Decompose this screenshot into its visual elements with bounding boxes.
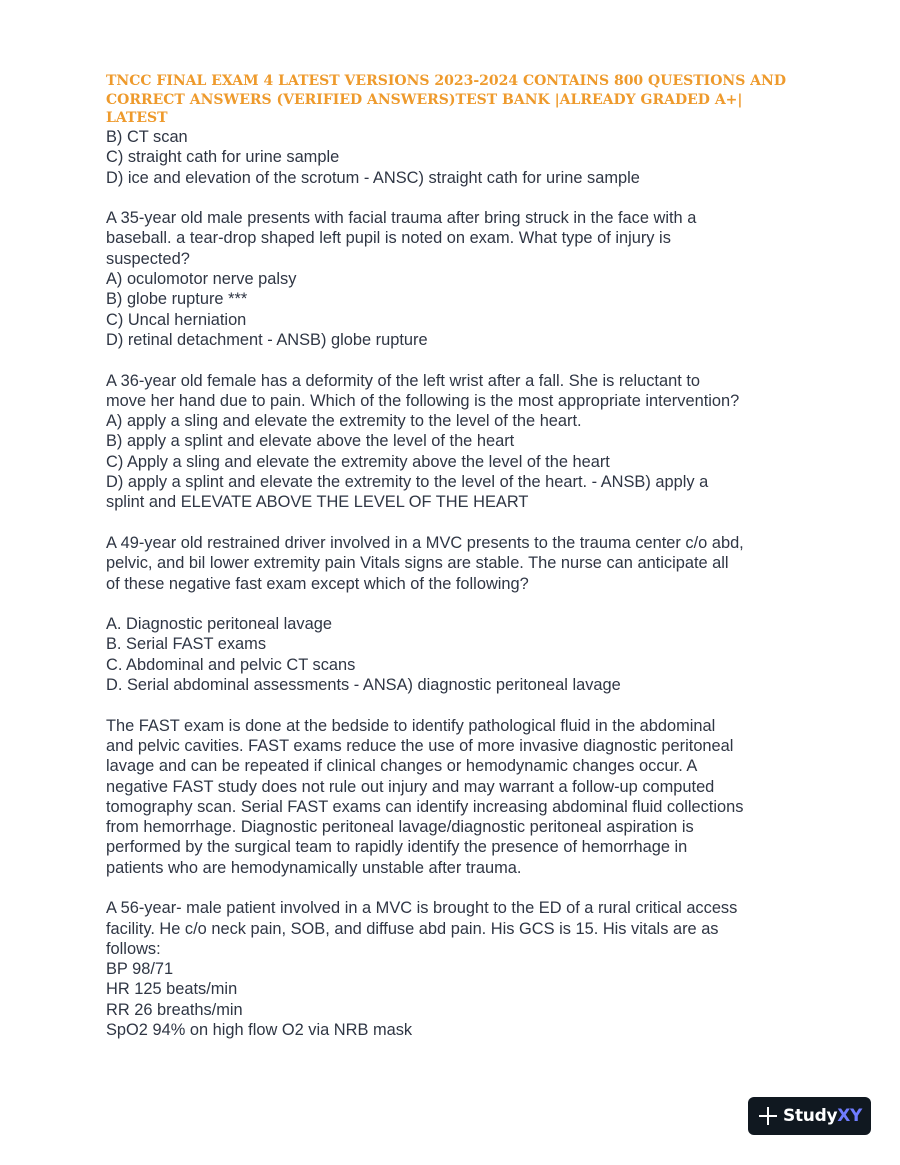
text-line: HR 125 beats/min: [106, 980, 238, 999]
blank-line: [106, 594, 806, 614]
text-line: from hemorrhage. Diagnostic peritoneal lavage/diagnostic peritoneal aspiration is: [106, 818, 694, 837]
text-line: follows:: [106, 939, 161, 958]
text-line: C) straight cath for urine sample: [106, 148, 340, 167]
text-line: SpO2 94% on high flow O2 via NRB mask: [106, 1021, 413, 1040]
studyxy-badge[interactable]: [748, 1097, 871, 1135]
text-line: A) apply a sling and elevate the extremity to the level of the heart.: [106, 412, 582, 431]
text-line: tomography scan. Serial FAST exams can identify increasing abdominal fluid collections: [106, 797, 744, 816]
text-line: performed by the surgical team to rapidly identify the presence of hemorrhage in: [106, 838, 688, 857]
text-line: RR 26 breaths/min: [106, 1000, 243, 1019]
text-line: D. Serial abdominal assessments - ANSA) diagnostic peritoneal lavage: [106, 676, 621, 695]
text-line: A 56-year- male patient involved in a MVC is brought to the ED of a rural critical access: [106, 899, 738, 918]
text-line: pelvic, and bil lower extremity pain Vitals signs are stable. The nurse can anticipate all: [106, 554, 729, 573]
text-line: B) CT scan: [106, 128, 188, 146]
document-header: [106, 72, 806, 128]
blank-line: [106, 695, 806, 715]
badge-label-main: Study: [783, 1106, 838, 1126]
text-line: suspected?: [106, 249, 190, 268]
blank-line: [106, 188, 806, 208]
header-line: CORRECT ANSWERS (VERIFIED ANSWERS)TEST BANK |ALREADY GRADED A+|: [106, 91, 743, 108]
text-line: B) apply a splint and elevate above the level of the heart: [106, 432, 515, 451]
text-line: splint and ELEVATE ABOVE THE LEVEL OF THE HEART: [106, 493, 529, 512]
text-line: baseball. a tear-drop shaped left pupil is noted on exam. What type of injury is: [106, 229, 671, 248]
text-line: A 36-year old female has a deformity of the left wrist after a fall. She is reluctant to: [106, 371, 700, 390]
blank-line: [106, 513, 806, 533]
document-body: [106, 127, 806, 1040]
text-line: B) globe rupture ***: [106, 290, 248, 309]
text-line: D) ice and elevation of the scrotum - ANSC) straight cath for urine sample: [106, 168, 640, 187]
text-line: of these negative fast exam except which of the following?: [106, 574, 529, 593]
text-line: A 35-year old male presents with facial trauma after bring struck in the face with a: [106, 209, 697, 228]
text-line: The FAST exam is done at the bedside to identify pathological fluid in the abdominal: [106, 716, 716, 735]
plus-cross-icon: [758, 1106, 778, 1126]
text-line: B. Serial FAST exams: [106, 635, 267, 654]
badge-label: [783, 1106, 862, 1126]
text-line: D) retinal detachment - ANSB) globe rupture: [106, 330, 428, 349]
text-line: and pelvic cavities. FAST exams reduce the use of more invasive diagnostic peritoneal: [106, 736, 734, 755]
text-line: D) apply a splint and elevate the extremity to the level of the heart. - ANSB) apply a: [106, 473, 709, 492]
text-line: A) oculomotor nerve palsy: [106, 270, 297, 289]
text-line: A 49-year old restrained driver involved in a MVC presents to the trauma center c/o abd,: [106, 533, 744, 552]
blank-line: [106, 350, 806, 370]
blank-line: [106, 878, 806, 898]
text-line: patients who are hemodynamically unstable after trauma.: [106, 858, 522, 877]
text-line: C. Abdominal and pelvic CT scans: [106, 655, 356, 674]
text-line: C) Uncal herniation: [106, 310, 247, 329]
header-line: TNCC FINAL EXAM 4 LATEST VERSIONS 2023-2024 CONTAINS 800 QUESTIONS AND: [106, 73, 786, 89]
badge-label-accent: XY: [837, 1106, 863, 1126]
text-line: BP 98/71: [106, 960, 174, 979]
text-line: facility. He c/o neck pain, SOB, and diffuse abd pain. His GCS is 15. His vitals are as: [106, 919, 719, 938]
text-line: A. Diagnostic peritoneal lavage: [106, 615, 332, 634]
text-line: lavage and can be repeated if clinical changes or hemodynamic changes occur. A: [106, 757, 698, 776]
text-line: move her hand due to pain. Which of the following is the most appropriate intervention?: [106, 391, 740, 410]
text-line: C) Apply a sling and elevate the extremity above the level of the heart: [106, 452, 610, 471]
header-line: LATEST: [106, 110, 168, 126]
text-line: negative FAST study does not rule out injury and may warrant a follow-up computed: [106, 777, 715, 796]
